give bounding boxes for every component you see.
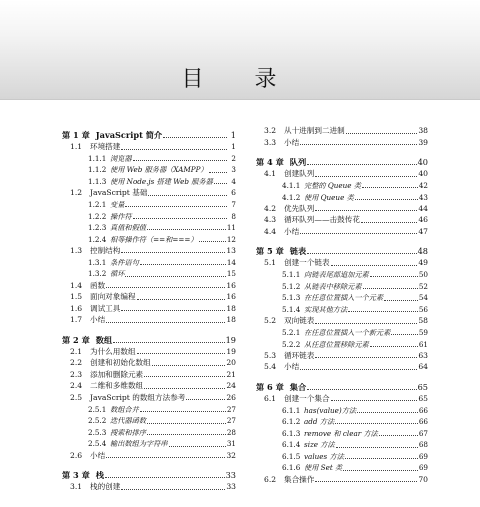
toc-entry-number: 第 2 章	[62, 334, 90, 345]
toc-entry-section	[256, 472, 428, 484]
toc-entry-title: 使用 Node.js 搭建 Web 服务器	[110, 176, 213, 186]
toc-right-column	[256, 123, 428, 483]
toc-entry-page: 18	[226, 315, 236, 325]
page-title: 目 录	[181, 67, 299, 92]
toc-entry-title: values 方法	[304, 451, 344, 461]
toc-entry-number: 2.6	[70, 450, 83, 460]
toc-leader-dots	[106, 457, 225, 458]
toc-leader-dots	[133, 218, 227, 219]
toc-entry-number: 6.1.6	[282, 463, 301, 473]
toc-leader-dots	[363, 288, 418, 289]
toc-leader-dots	[343, 470, 418, 471]
toc-entry-page: 68	[418, 440, 428, 450]
toc-entry-sub	[256, 402, 428, 414]
toc-leader-dots	[169, 446, 226, 447]
toc-entry-section	[62, 355, 236, 367]
toc-leader-dots	[121, 310, 225, 311]
toc-entry-section	[62, 479, 236, 491]
toc-entry-title: 栈的创建	[90, 482, 121, 492]
toc-entry-section	[256, 224, 428, 236]
toc-entry-chapter	[256, 150, 428, 166]
toc-leader-dots	[152, 365, 226, 366]
toc-leader-dots	[384, 300, 418, 301]
toc-entry-title: 实现其他方法	[304, 304, 348, 314]
toc-entry-title: has(value)方法	[304, 405, 357, 415]
toc-leader-dots	[315, 323, 417, 324]
toc-entry-page: 56	[418, 304, 428, 314]
toc-entry-chapter	[256, 239, 428, 255]
toc-entry-section	[62, 278, 236, 290]
toc-entry-section	[256, 166, 428, 178]
toc-leader-dots	[163, 137, 227, 138]
toc-entry-title: 变量	[110, 200, 125, 210]
toc-entry-sub	[256, 178, 428, 190]
toc-leader-dots	[137, 299, 226, 300]
toc-leader-dots	[300, 144, 417, 145]
toc-leader-dots	[307, 164, 416, 165]
toc-entry-title: 完整的 Queue 类	[304, 180, 361, 190]
toc-entry-section	[256, 123, 428, 135]
toc-entry-page: 21	[226, 369, 236, 379]
toc-entry-number: 第 4 章	[256, 156, 284, 167]
toc-entry-sub	[62, 162, 236, 174]
toc-entry-number: 6.1.2	[282, 417, 301, 427]
toc-entry-page: 1	[230, 129, 236, 140]
toc-entry-page: 49	[418, 258, 428, 268]
toc-entry-number: 2.4	[70, 381, 83, 391]
toc-entry-page: 4	[231, 176, 236, 186]
toc-entry-number: 4.1.1	[282, 180, 301, 190]
toc-entry-number: 1.2.2	[88, 211, 107, 221]
toc-entry-number: 4.1.2	[282, 192, 301, 202]
toc-entry-page: 70	[418, 474, 428, 484]
toc-entry-title: 循环链表	[284, 350, 315, 360]
toc-entry-number: 6.1.5	[282, 451, 301, 461]
toc-entry-title: 小结	[284, 226, 300, 236]
toc-entry-number: 1.2	[70, 188, 83, 198]
toc-leader-dots	[186, 399, 225, 400]
toc-leader-dots	[147, 423, 226, 424]
toc-leader-dots	[335, 423, 418, 424]
toc-leader-dots	[121, 489, 225, 490]
toc-entry-title: 创建队列	[284, 169, 315, 179]
toc-entry-number: 第 5 章	[256, 246, 284, 257]
toc-entry-title: JavaScript 简介	[95, 129, 163, 140]
toc-entry-section	[62, 139, 236, 151]
toc-entry-title: 浏览器	[110, 153, 132, 163]
toc-entry-number: 6.1.4	[282, 440, 301, 450]
toc-leader-dots	[357, 412, 418, 413]
toc-entry-title: JavaScript 的数组方法参考	[90, 392, 186, 402]
toc-entry-title: 创建和初始化数组	[90, 358, 151, 368]
toc-entry-number: 2.5.3	[88, 427, 107, 437]
toc-entry-page: 65	[418, 393, 428, 403]
toc-entry-page: 38	[418, 125, 428, 135]
toc-entry-number: 1.1	[70, 141, 83, 151]
toc-entry-number: 5.1.3	[282, 293, 301, 303]
toc-leader-dots	[209, 172, 227, 173]
toc-entry-title: 控制结构	[90, 245, 121, 255]
toc-entry-page: 28	[226, 427, 236, 437]
toc-entry-number: 6.1.1	[282, 405, 301, 415]
toc-entry-section	[62, 312, 236, 324]
toc-entry-number: 第 6 章	[256, 381, 284, 392]
toc-entry-page: 63	[418, 350, 428, 360]
toc-leader-dots	[144, 388, 225, 389]
toc-entry-page: 58	[418, 316, 428, 326]
toc-entry-number: 3.3	[264, 137, 277, 147]
toc-entry-page: 54	[418, 293, 428, 303]
toc-left-column	[62, 123, 236, 491]
toc-entry-number: 1.2.4	[88, 234, 107, 244]
toc-entry-number: 5.1.1	[282, 270, 301, 280]
toc-entry-title: 二维和多维数组	[90, 381, 144, 391]
toc-leader-dots	[105, 477, 225, 478]
toc-leader-dots	[355, 199, 418, 200]
toc-entry-title: 环境搭建	[90, 141, 121, 151]
toc-leader-dots	[391, 334, 418, 335]
toc-entry-number: 1.1.3	[88, 176, 107, 186]
toc-entry-title: 从十进制到二进制	[284, 125, 345, 135]
toc-entry-title: 真值和假值	[110, 223, 146, 233]
toc-entry-page: 16	[226, 280, 236, 290]
toc-entry-page: 33	[225, 470, 236, 481]
toc-entry-page: 18	[226, 303, 236, 313]
toc-entry-section	[256, 348, 428, 360]
toc-entry-number: 第 1 章	[62, 129, 90, 140]
toc-entry-page: 14	[226, 257, 236, 267]
toc-entry-title: 面向对象编程	[90, 292, 136, 302]
toc-entry-page: 33	[226, 482, 236, 492]
toc-entry-title: 函数	[90, 280, 106, 290]
toc-entry-number: 6.1	[264, 393, 277, 403]
toc-entry-title: 输出数组为字符串	[110, 439, 168, 449]
toc-entry-page: 13	[226, 245, 236, 255]
toc-entry-page: 69	[418, 463, 428, 473]
toc-entry-section	[62, 243, 236, 255]
toc-entry-page: 16	[226, 292, 236, 302]
toc-leader-dots	[345, 458, 418, 459]
toc-entry-sub	[62, 208, 236, 220]
toc-entry-page: 15	[226, 269, 236, 279]
toc-entry-section	[62, 448, 236, 460]
toc-leader-dots	[121, 252, 225, 253]
toc-entry-section	[62, 301, 236, 313]
toc-entry-number: 3.1	[70, 482, 83, 492]
toc-leader-dots	[125, 206, 227, 207]
toc-entry-section	[256, 255, 428, 267]
toc-entry-page: 31	[226, 439, 236, 449]
toc-leader-dots	[331, 265, 418, 266]
toc-entry-page: 19	[226, 346, 236, 356]
toc-entry-number: 5.2.1	[282, 328, 301, 337]
toc-entry-sub	[256, 425, 428, 437]
toc-entry-page: 40	[417, 156, 428, 167]
toc-entry-chapter	[62, 123, 236, 139]
toc-entry-sub	[256, 278, 428, 290]
toc-leader-dots	[125, 276, 225, 277]
toc-leader-dots	[106, 287, 225, 288]
toc-entry-title: 集合	[289, 381, 307, 392]
toc-leader-dots	[148, 195, 227, 196]
toc-entry-number: 3.2	[264, 125, 277, 135]
toc-entry-number: 5.2.2	[282, 339, 301, 349]
toc-entry-page: 1	[231, 141, 236, 151]
toc-entry-page: 66	[418, 405, 428, 415]
toc-entry-number: 2.2	[70, 358, 83, 368]
toc-entry-page: 26	[226, 392, 236, 402]
toc-entry-sub	[256, 449, 428, 461]
toc-leader-dots	[307, 253, 416, 254]
toc-entry-title: add 方法	[304, 417, 335, 427]
toc-entry-sub	[256, 302, 428, 314]
toc-entry-number: 2.5.4	[88, 439, 107, 449]
toc-leader-dots	[144, 376, 225, 377]
toc-leader-dots	[370, 276, 418, 277]
toc-entry-number: 5.3	[264, 350, 277, 360]
toc-entry-title: 优先队列	[284, 203, 315, 213]
toc-entry-page: 27	[226, 404, 236, 414]
toc-entry-page: 7	[231, 200, 236, 210]
toc-entry-number: 2.5.2	[88, 416, 107, 426]
toc-entry-number: 1.2.1	[88, 200, 107, 210]
toc-entry-sub	[256, 325, 428, 337]
toc-entry-number: 5.1	[264, 258, 277, 268]
toc-entry-section	[62, 344, 236, 356]
toc-entry-number: 5.1.2	[282, 281, 301, 291]
toc-entry-title: 创建一个链表	[284, 258, 330, 268]
toc-entry-title: 在任意位置插入一个元素	[304, 293, 384, 303]
toc-leader-dots	[315, 176, 417, 177]
toc-entry-section	[62, 390, 236, 402]
toc-entry-page: 61	[418, 339, 428, 349]
toc-entry-number: 1.3.1	[88, 257, 107, 267]
toc-leader-dots	[331, 400, 418, 401]
toc-entry-sub	[256, 414, 428, 426]
toc-entry-sub	[256, 460, 428, 472]
toc-entry-sub	[256, 290, 428, 302]
toc-entry-number: 1.1.2	[88, 165, 107, 175]
toc-entry-title: 操作符	[110, 211, 132, 221]
toc-leader-dots	[140, 411, 226, 412]
toc-entry-section	[62, 378, 236, 390]
toc-entry-page: 44	[418, 203, 428, 213]
header-banner	[0, 0, 480, 100]
toc-entry-section	[256, 313, 428, 325]
toc-entry-page: 59	[418, 328, 428, 337]
toc-entry-title: 从链表中移除元素	[304, 281, 362, 291]
toc-leader-dots	[199, 241, 226, 242]
toc-leader-dots	[300, 369, 417, 370]
toc-entry-number: 4.4	[264, 226, 277, 236]
toc-entry-page: 27	[226, 416, 236, 426]
toc-entry-title: 使用 Set 类	[304, 463, 343, 473]
toc-entry-title: 使用 Web 服务器（XAMPP）	[110, 165, 208, 175]
toc-entry-sub	[62, 266, 236, 278]
toc-entry-number: 1.1.1	[88, 153, 107, 163]
toc-entry-title: 在任意位置插入一个新元素	[304, 328, 391, 337]
toc-entry-title: 小结	[284, 137, 300, 147]
toc-entry-number: 4.2	[264, 203, 277, 213]
toc-entry-page: 48	[417, 246, 428, 257]
toc-leader-dots	[133, 160, 227, 161]
toc-leader-dots	[370, 346, 418, 347]
toc-entry-number: 1.4	[70, 280, 83, 290]
toc-entry-number: 5.2	[264, 316, 277, 326]
toc-entry-title: 链表	[289, 246, 307, 257]
toc-entry-title: 数组合并	[110, 404, 139, 414]
toc-entry-title: 数组	[95, 334, 113, 345]
toc-leader-dots	[336, 447, 418, 448]
toc-leader-dots	[300, 233, 417, 234]
toc-entry-page: 12	[226, 234, 236, 244]
toc-entry-sub	[62, 254, 236, 266]
toc-entry-page: 50	[418, 270, 428, 280]
toc-leader-dots	[361, 222, 417, 223]
toc-leader-dots	[147, 229, 226, 230]
toc-entry-sub	[256, 189, 428, 201]
toc-entry-title: 集合操作	[284, 474, 315, 484]
toc-entry-title: 调试工具	[90, 303, 121, 313]
toc-entry-page: 66	[418, 417, 428, 427]
toc-entry-title: size 方法	[304, 440, 335, 450]
toc-entry-page: 69	[418, 451, 428, 461]
toc-entry-title: 小结	[90, 315, 106, 325]
toc-entry-sub	[62, 413, 236, 425]
toc-entry-title: 搜索和排序	[110, 427, 146, 437]
toc-entry-number: 1.7	[70, 315, 83, 325]
toc-entry-sub	[62, 197, 236, 209]
toc-entry-title: 相等操作符（==和===）	[110, 234, 198, 244]
toc-entry-title: JavaScript 基础	[90, 188, 148, 198]
toc-entry-page: 65	[417, 381, 428, 392]
toc-entry-sub	[62, 151, 236, 163]
toc-leader-dots	[362, 187, 418, 188]
toc-entry-chapter	[62, 463, 236, 479]
toc-leader-dots	[307, 389, 416, 390]
toc-entry-page: 39	[418, 137, 428, 147]
toc-leader-dots	[147, 434, 226, 435]
toc-entry-page: 19	[225, 334, 236, 345]
toc-leader-dots	[121, 149, 227, 150]
toc-entry-section	[256, 135, 428, 147]
toc-entry-section	[62, 185, 236, 197]
toc-entry-number: 2.5	[70, 392, 83, 402]
toc-entry-sub	[62, 425, 236, 437]
toc-entry-number: 1.6	[70, 303, 83, 313]
toc-leader-dots	[346, 133, 418, 134]
toc-entry-page: 3	[231, 165, 236, 175]
toc-leader-dots	[379, 435, 418, 436]
toc-entry-title: 向链表尾部追加元素	[304, 270, 369, 280]
toc-entry-section	[256, 212, 428, 224]
toc-entry-title: 循环	[110, 269, 125, 279]
toc-entry-page: 46	[418, 215, 428, 225]
toc-entry-number: 6.1.3	[282, 428, 301, 438]
toc-leader-dots	[106, 322, 225, 323]
toc-entry-sub	[62, 401, 236, 413]
toc-entry-page: 32	[226, 450, 236, 460]
toc-entry-sub	[256, 336, 428, 348]
toc-entry-page: 20	[226, 358, 236, 368]
toc-entry-page: 43	[418, 192, 428, 202]
toc-entry-title: 循环队列——击鼓传花	[284, 215, 360, 225]
toc-entry-title: 为什么用数组	[90, 346, 136, 356]
toc-entry-page: 67	[418, 428, 428, 438]
toc-leader-dots	[214, 183, 227, 184]
toc-entry-number: 第 3 章	[62, 470, 90, 481]
toc-entry-sub	[62, 220, 236, 232]
toc-entry-number: 2.3	[70, 369, 83, 379]
toc-entry-title: 迭代器函数	[110, 416, 146, 426]
toc-entry-number: 5.1.4	[282, 304, 301, 314]
toc-entry-sub	[62, 436, 236, 448]
toc-entry-number: 4.3	[264, 215, 277, 225]
toc-entry-chapter	[256, 375, 428, 391]
toc-entry-section	[256, 359, 428, 371]
toc-entry-sub	[256, 267, 428, 279]
toc-entry-title: 小结	[90, 450, 106, 460]
toc-leader-dots	[140, 264, 226, 265]
toc-entry-title: 小结	[284, 362, 300, 372]
toc-entry-section	[256, 201, 428, 213]
toc-leader-dots	[113, 342, 224, 343]
toc-entry-page: 47	[418, 226, 428, 236]
toc-entry-number: 1.2.3	[88, 223, 107, 233]
toc-entry-title: 添加和删除元素	[90, 369, 144, 379]
toc-entry-section	[62, 367, 236, 379]
toc-leader-dots	[348, 311, 418, 312]
toc-entry-title: 创建一个集合	[284, 393, 330, 403]
toc-entry-title: 条件语句	[110, 257, 139, 267]
toc-entry-number: 6.2	[264, 474, 277, 484]
toc-entry-page: 2	[231, 153, 236, 163]
toc-entry-page: 52	[418, 281, 428, 291]
toc-entry-title: remove 和 clear 方法	[304, 428, 378, 438]
toc-entry-page: 64	[418, 362, 428, 372]
toc-entry-page: 40	[418, 169, 428, 179]
toc-entry-title: 双向链表	[284, 316, 315, 326]
toc-entry-number: 2.5.1	[88, 404, 107, 414]
toc-entry-page: 8	[231, 211, 236, 221]
toc-entry-number: 1.3	[70, 245, 83, 255]
toc-leader-dots	[315, 210, 417, 211]
toc-entry-section	[62, 289, 236, 301]
toc-leader-dots	[137, 353, 226, 354]
toc-entry-page: 24	[226, 381, 236, 391]
toc-entry-title: 队列	[289, 156, 307, 167]
toc-entry-page: 42	[418, 180, 428, 190]
toc-entry-number: 1.5	[70, 292, 83, 302]
toc-entry-number: 2.1	[70, 346, 83, 356]
toc-entry-chapter	[62, 328, 236, 344]
toc-entry-page: 6	[231, 188, 236, 198]
toc-entry-page: 11	[226, 223, 236, 233]
toc-entry-sub	[256, 437, 428, 449]
toc-entry-number: 4.1	[264, 169, 277, 179]
toc-entry-sub	[62, 231, 236, 243]
toc-entry-title: 从任意位置移除元素	[304, 339, 369, 349]
toc-entry-sub	[62, 174, 236, 186]
toc-entry-number: 5.4	[264, 362, 277, 372]
toc-entry-title: 使用 Queue 类	[304, 192, 354, 202]
toc-entry-number: 1.3.2	[88, 269, 107, 279]
toc-leader-dots	[315, 481, 417, 482]
toc-entry-title: 栈	[95, 470, 104, 481]
toc-leader-dots	[315, 357, 417, 358]
toc-entry-section	[256, 391, 428, 403]
